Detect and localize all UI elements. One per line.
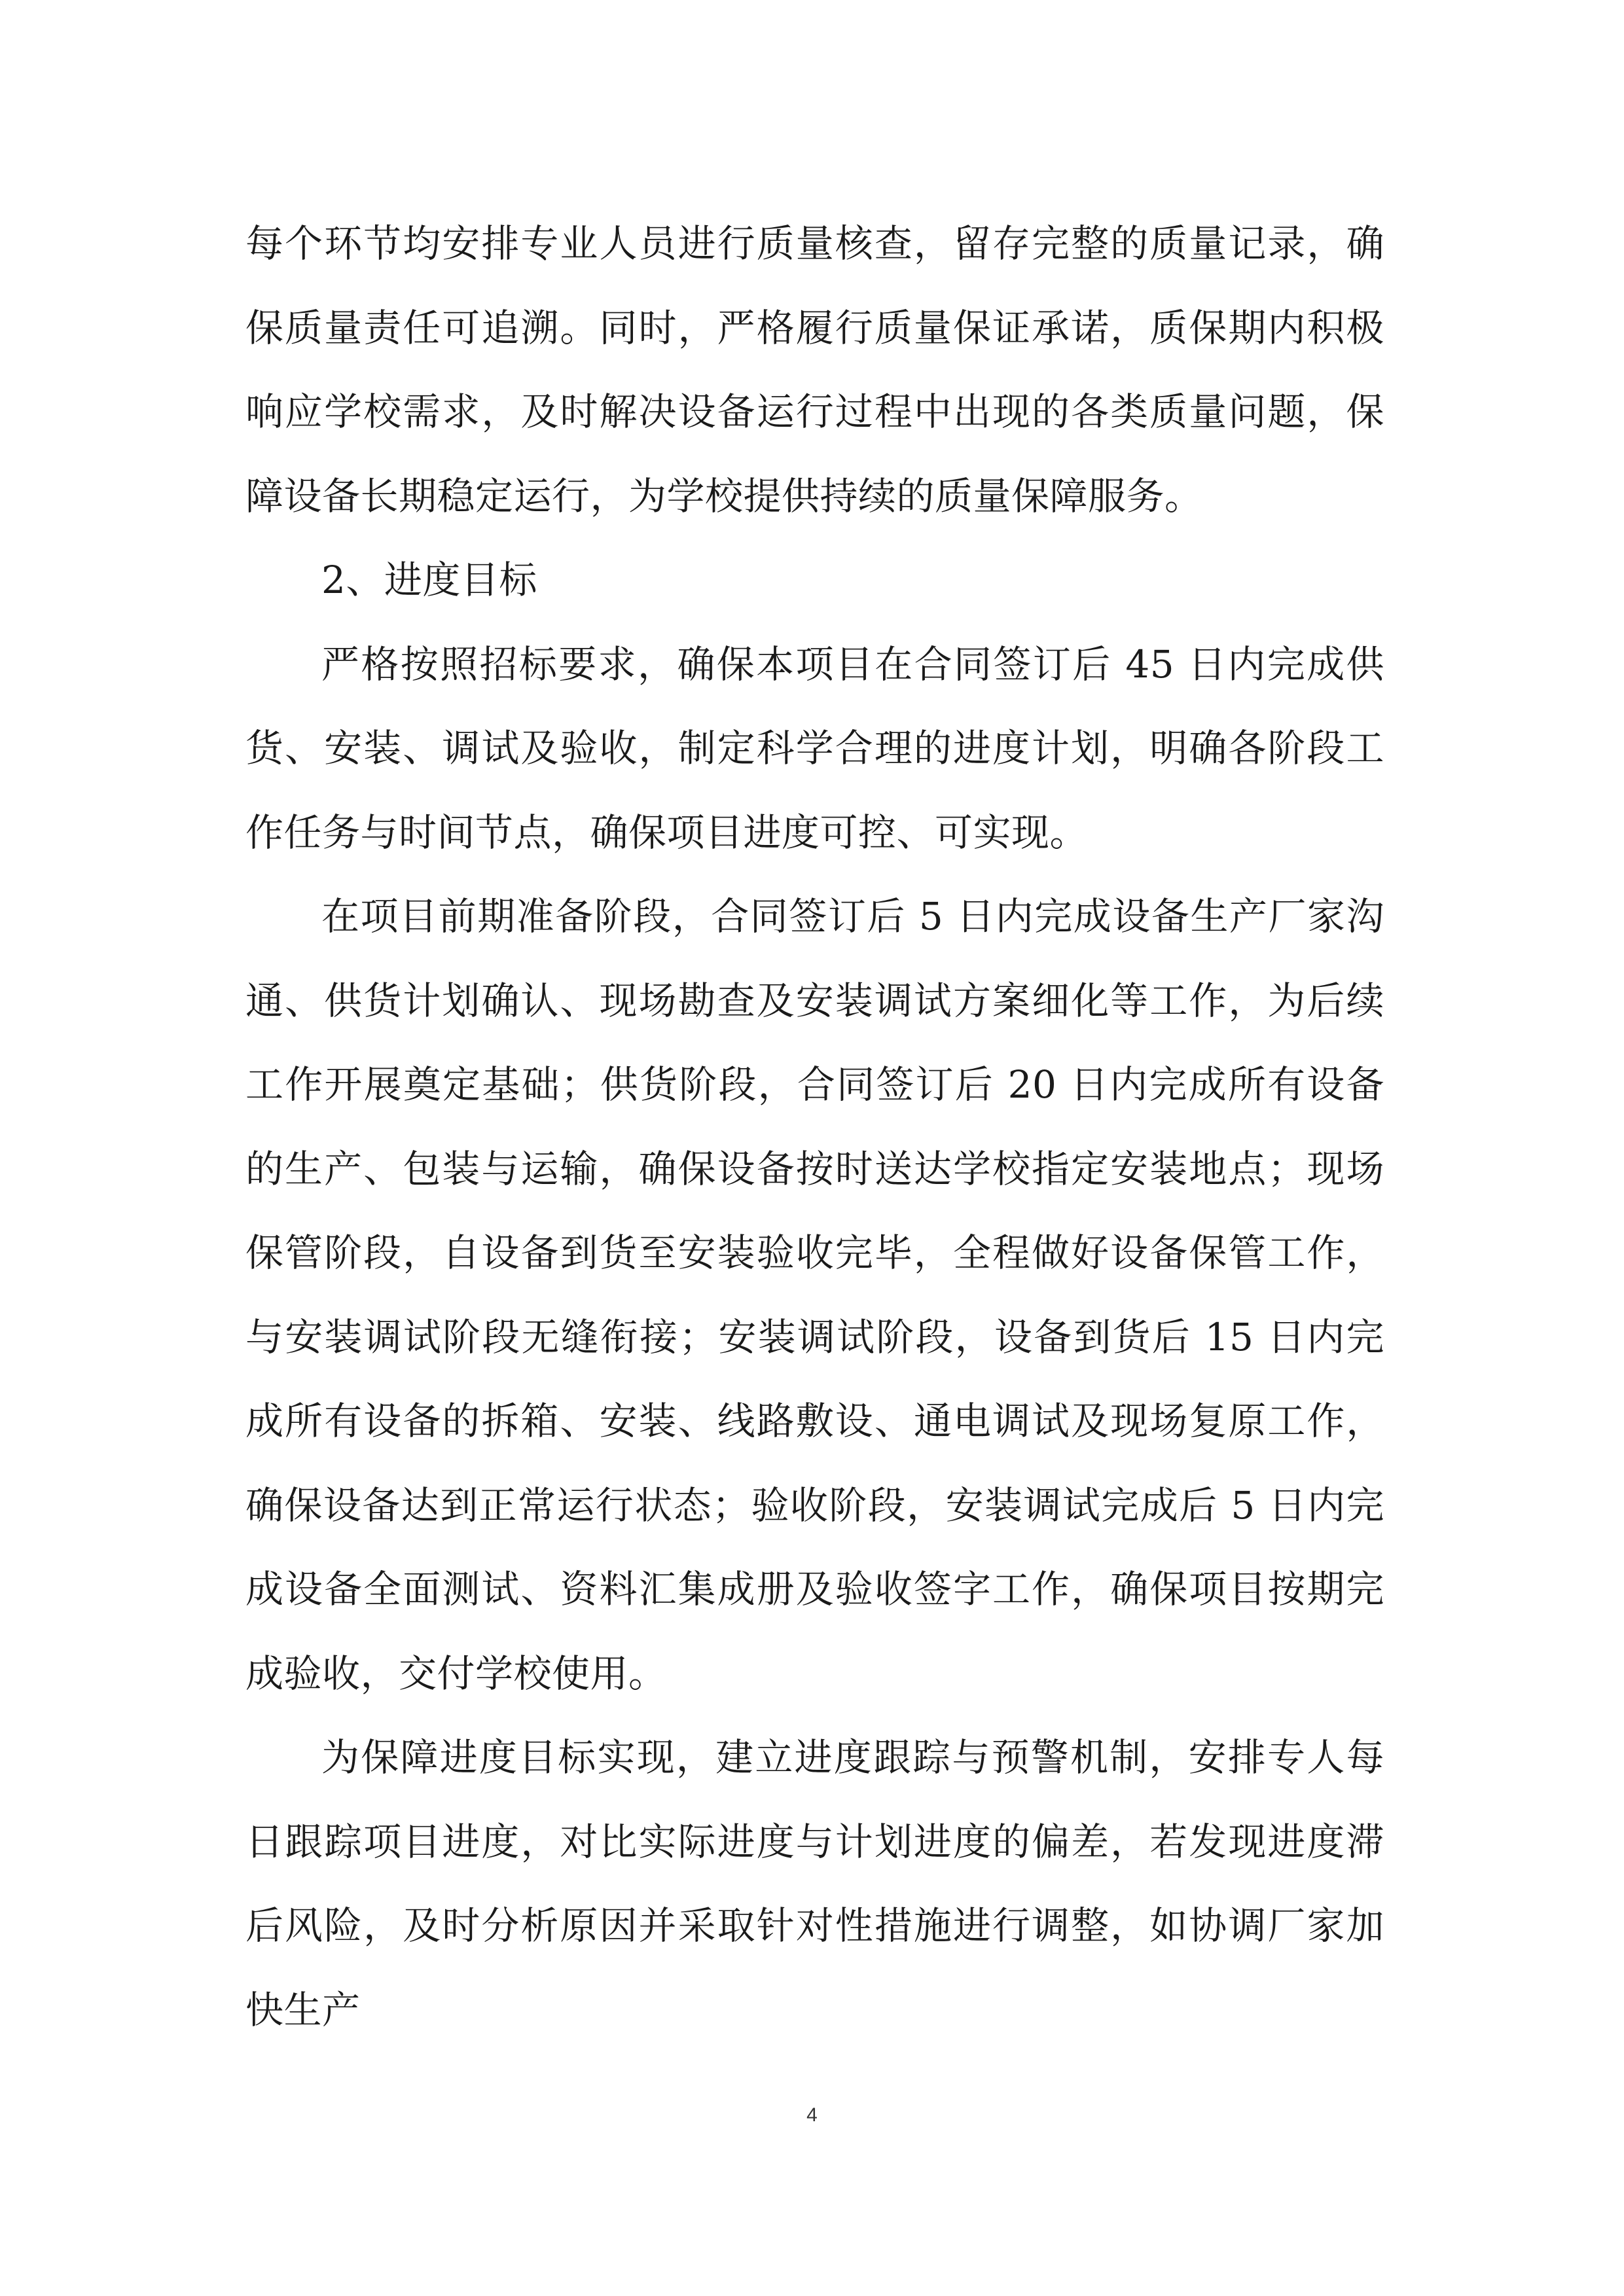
section-heading-schedule: 2、进度目标 <box>321 558 537 602</box>
body-text <box>245 202 1384 2052</box>
paragraph-quality-continued: 每个环节均安排专业人员进行质量核查，留存完整的质量记录，确保质量责任可追溯。同时，严格履行质量保证承诺，质保期内积极响应学校需求，及时解决设备运行过程中出现的各类质量问题，保障设备长期稳定运行，为学校提供持续的质量保障服务。 <box>245 221 1384 518</box>
paragraph-schedule-tracking: 为保障进度目标实现，建立进度跟踪与预警机制，安排专人每日跟踪项目进度，对比实际进度与计划进度的偏差，若发现进度滞后风险，及时分析原因并采取针对性措施进行调整，如协调厂家加快生产 <box>245 1735 1384 2032</box>
page-number: 4 <box>806 2104 818 2126</box>
paragraph-schedule-goal: 严格按照招标要求，确保本项目在合同签订后 45 日内完成供货、安装、调试及验收，制定科学合理的进度计划，明确各阶段工作任务与时间节点，确保项目进度可控、可实现。 <box>245 641 1384 855</box>
paragraph-schedule-phases: 在项目前期准备阶段，合同签订后 5 日内完成设备生产厂家沟通、供货计划确认、现场勘查及安装调试方案细化等工作，为后续工作开展奠定基础；供货阶段，合同签订后 20 日内完成所有设备的生产、包装与运输，确保设备按时送达学校指定安装地点；现场保管阶段，自设备到货至安装验收完毕，全程做好设备保管工作，与安装调试阶段无缝衔接；安装调试阶段，设备到货后 15 日内完成所有设备的拆箱、安装、线路敷设、通电调试及现场复原工作，确保设备达到正常运行状态；验收阶段，安装调试完成后 5 日内完成设备全面测试、资料汇集成册及验收签字工作，确保项目按期完成验收，交付学校使用。 <box>245 894 1384 1696</box>
